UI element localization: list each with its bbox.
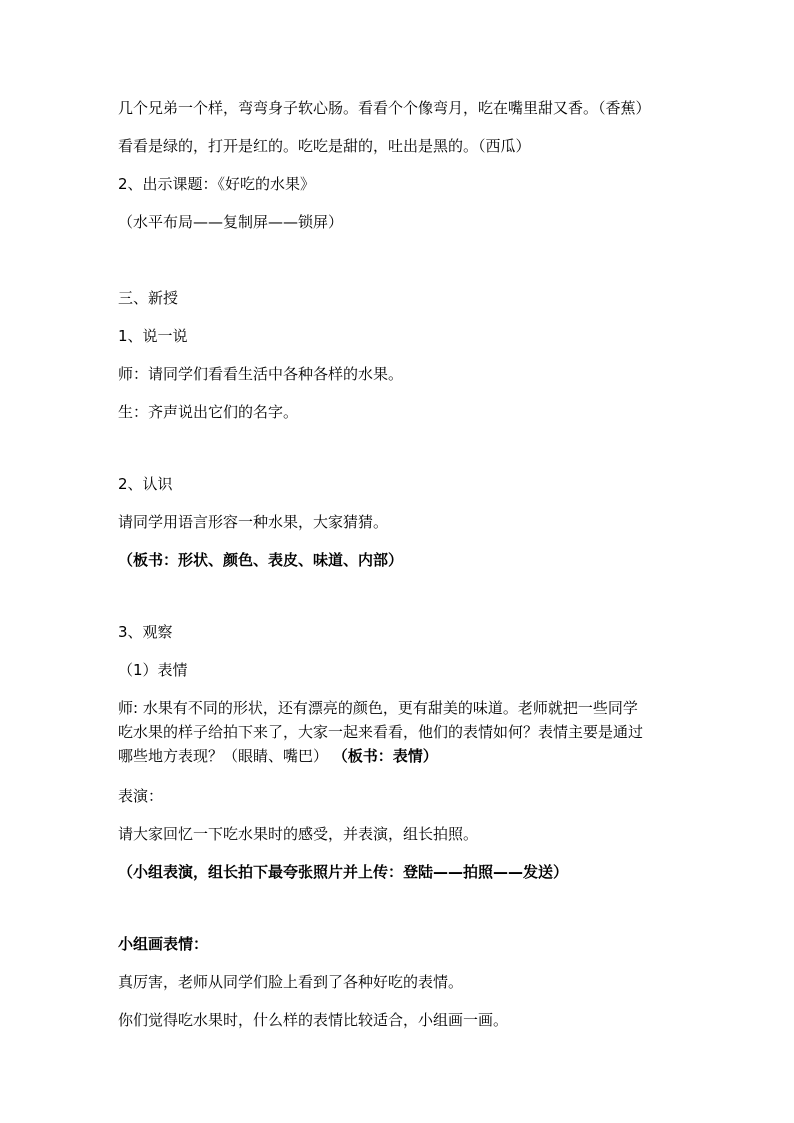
board-note-features: （板书：形状、颜色、表皮、味道、内部）: [118, 551, 404, 569]
group-draw-heading: 小组画表情：: [118, 935, 209, 953]
teacher-paragraph-line-1: 师: 水果有不同的形状，还有漂亮的颜色，更有甜美的味道。老师就把一些同学: [118, 699, 638, 717]
riddle-watermelon: 看看是绿的，打开是红的。吃吃是甜的，吐出是黑的。（西瓜）: [118, 137, 531, 155]
teacher-line: 师：请同学们看看生活中各种各样的水果。: [118, 365, 404, 383]
teacher-paragraph-line-2: 吃水果的样子给拍下来了，大家一起来看看，他们的表情如何？表情主要是通过: [118, 723, 644, 741]
board-note-expression: （板书：表情）: [332, 747, 438, 765]
praise-line: 真厉害，老师从同学们脸上看到了各种好吃的表情。: [118, 973, 464, 991]
performance-instruction: 请大家回忆一下吃水果时的感受，并表演，组长拍照。: [118, 825, 479, 843]
subsection-expression: （1）表情: [118, 661, 188, 679]
step-recognize: 2、认识: [118, 475, 173, 493]
group-photo-note: （小组表演，组长拍下最夸张照片并上传：登陆——拍照——发送）: [118, 863, 569, 881]
lesson-title-line: 2、出示课题：《好吃的水果》: [118, 175, 316, 193]
teacher-paragraph-line-3: [118, 746, 718, 766]
riddle-banana: 几个兄弟一个样，弯弯身子软心肠。看看个个像弯月，吃在嘴里甜又香。（香蕉）: [118, 99, 651, 117]
performance-heading: 表演：: [118, 787, 164, 805]
section-heading-new-lesson: 三、新授: [118, 289, 179, 307]
step-speak: 1、说一说: [118, 327, 188, 345]
draw-instruction-line: 你们觉得吃水果时，什么样的表情比较适合，小组画一画。: [118, 1011, 509, 1029]
student-line: 生：齐声说出它们的名字。: [118, 403, 299, 421]
describe-fruit-line: 请同学用语言形容一种水果，大家猜猜。: [118, 513, 389, 531]
step-observe: 3、观察: [118, 623, 173, 641]
layout-note: （水平布局——复制屏——锁屏）: [118, 213, 344, 231]
teacher-paragraph-text: 哪些地方表现？（眼睛、嘴巴）: [118, 747, 329, 765]
